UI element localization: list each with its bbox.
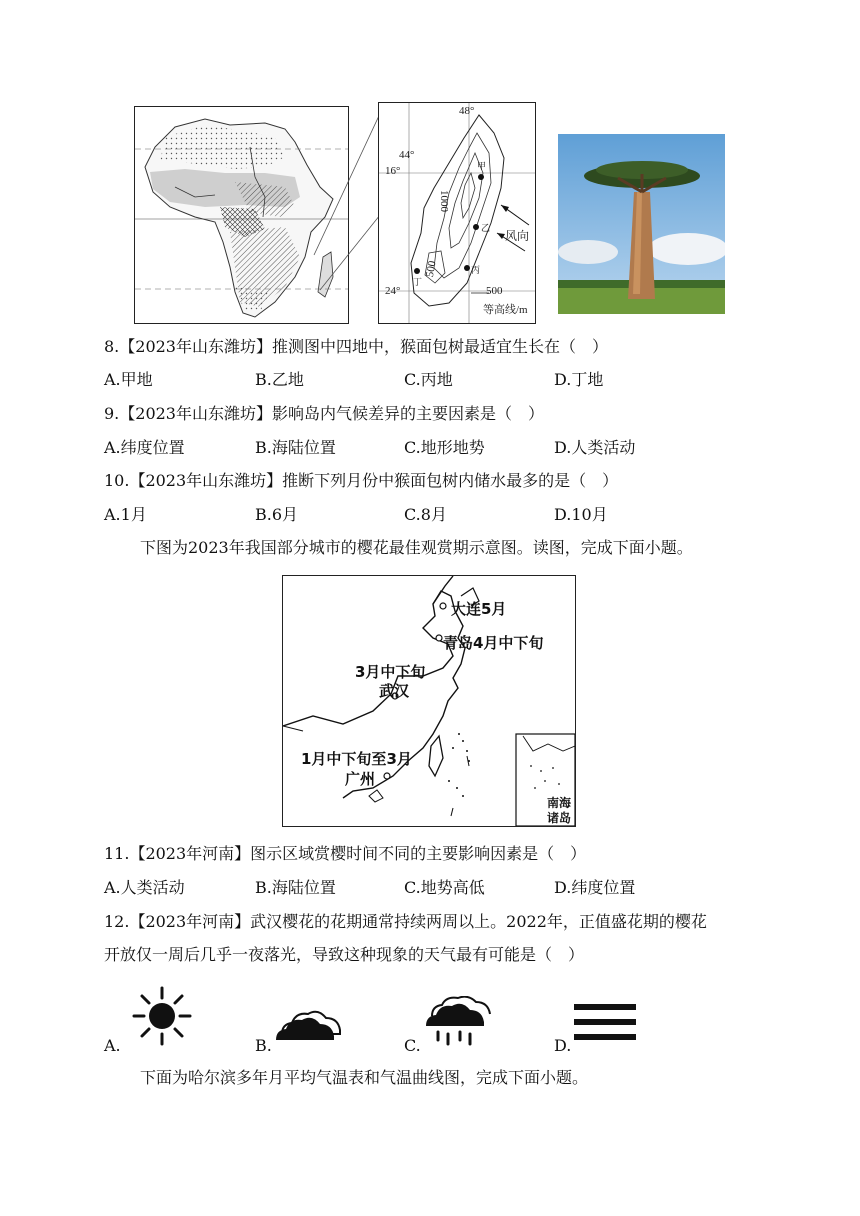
q12-option-b[interactable]: B. xyxy=(255,1036,272,1055)
lat-24-label: 24° xyxy=(385,285,401,297)
q8-option-c[interactable]: C.丙地 xyxy=(404,370,453,389)
point-jia-label: 甲 xyxy=(477,161,487,171)
question-12-stem-line1: 12.【2023年河南】武汉樱花的花期通常持续两周以上。2022年，正值盛花期的樱花 xyxy=(104,912,707,931)
inset-label-line1: 南海 xyxy=(547,796,572,810)
q8-option-a[interactable]: A.甲地 xyxy=(104,370,153,389)
q11-option-d[interactable]: D.纬度位置 xyxy=(554,878,636,897)
q10-option-b[interactable]: B.6月 xyxy=(255,505,299,524)
lon-44-label: 44° xyxy=(399,149,415,161)
guangzhou-dot xyxy=(384,773,390,779)
fog-icon xyxy=(572,1000,638,1044)
q11-option-b[interactable]: B.海陆位置 xyxy=(255,878,336,897)
intro-cherry-blossom: 下图为2023年我国部分城市的樱花最佳观赏期示意图。读图，完成下面小题。 xyxy=(140,538,693,557)
q10-option-a[interactable]: A.1月 xyxy=(104,505,147,524)
baobab-illustration xyxy=(558,134,725,314)
q9-option-d[interactable]: D.人类活动 xyxy=(554,438,636,457)
inset-label-line2: 诸岛 xyxy=(547,811,572,825)
question-8-stem: 8.【2023年山东潍坊】推测图中四地中，猴面包树最适宜生长在（ ） xyxy=(104,337,608,356)
qingdao-label: 青岛4月中下旬 xyxy=(443,634,544,652)
lat-16-label: 16° xyxy=(385,165,401,177)
q10-option-d[interactable]: D.10月 xyxy=(554,505,608,524)
q9-option-b[interactable]: B.海陆位置 xyxy=(255,438,336,457)
madagascar-map xyxy=(378,102,536,324)
q11-option-a[interactable]: A.人类活动 xyxy=(104,878,185,897)
point-yi-label: 乙 xyxy=(481,223,491,233)
q10-option-c[interactable]: C.8月 xyxy=(404,505,447,524)
wind-direction-label: 风向 xyxy=(505,229,530,243)
cloudy-icon xyxy=(272,1006,348,1042)
wuhan-period-label: 3月中下旬 xyxy=(355,663,426,681)
madagascar-contours xyxy=(379,103,535,323)
point-bing-dot xyxy=(464,265,470,271)
contour-1000-label: 1000 xyxy=(438,190,450,212)
question-11-stem: 11.【2023年河南】图示区域赏樱时间不同的主要影响因素是（ ） xyxy=(104,844,587,863)
wuhan-label: 武汉 xyxy=(379,682,410,700)
question-12-stem-line2: 开放仅一周后几乎一夜落光，导致这种现象的天气最有可能是（ ） xyxy=(104,945,585,964)
contour-legend: 等高线/m xyxy=(483,304,528,316)
baobab-tree-photo xyxy=(558,134,725,314)
china-coast-drawing xyxy=(283,576,575,826)
point-bing-label: 丙 xyxy=(471,265,481,275)
q8-option-b[interactable]: B.乙地 xyxy=(255,370,304,389)
contour-500-label-a: 500 xyxy=(423,259,439,279)
dalian-dot xyxy=(440,603,446,609)
qingdao-dot xyxy=(436,635,442,641)
q12-option-a[interactable]: A. xyxy=(104,1036,121,1055)
guangzhou-period-label: 1月中下旬至3月 xyxy=(301,750,412,768)
q9-option-c[interactable]: C.地形地势 xyxy=(404,438,485,457)
q8-option-d[interactable]: D.丁地 xyxy=(554,370,604,389)
question-10-stem: 10.【2023年山东潍坊】推断下列月份中猴面包树内储水最多的是（ ） xyxy=(104,471,619,490)
zoom-connector xyxy=(300,100,384,300)
point-ding-label: 丁 xyxy=(413,277,423,287)
contour-500-label-b: 500 xyxy=(486,285,503,297)
point-yi-dot xyxy=(473,224,479,230)
lon-48-label: 48° xyxy=(459,105,475,117)
question-9-stem: 9.【2023年山东潍坊】影响岛内气候差异的主要因素是（ ） xyxy=(104,404,544,423)
guangzhou-label: 广州 xyxy=(345,770,376,788)
q12-option-c[interactable]: C. xyxy=(404,1036,421,1055)
q11-option-c[interactable]: C.地势高低 xyxy=(404,878,485,897)
sun-icon xyxy=(132,986,194,1048)
q12-option-d[interactable]: D. xyxy=(554,1036,572,1055)
intro-harbin: 下面为哈尔滨多年月平均气温表和气温曲线图，完成下面小题。 xyxy=(140,1068,589,1087)
point-jia-dot xyxy=(478,174,484,180)
dalian-label: 大连5月 xyxy=(451,600,507,618)
point-ding-dot xyxy=(414,268,420,274)
q9-option-a[interactable]: A.纬度位置 xyxy=(104,438,185,457)
cherry-blossom-map xyxy=(282,575,576,827)
rain-cloud-icon xyxy=(424,996,494,1048)
